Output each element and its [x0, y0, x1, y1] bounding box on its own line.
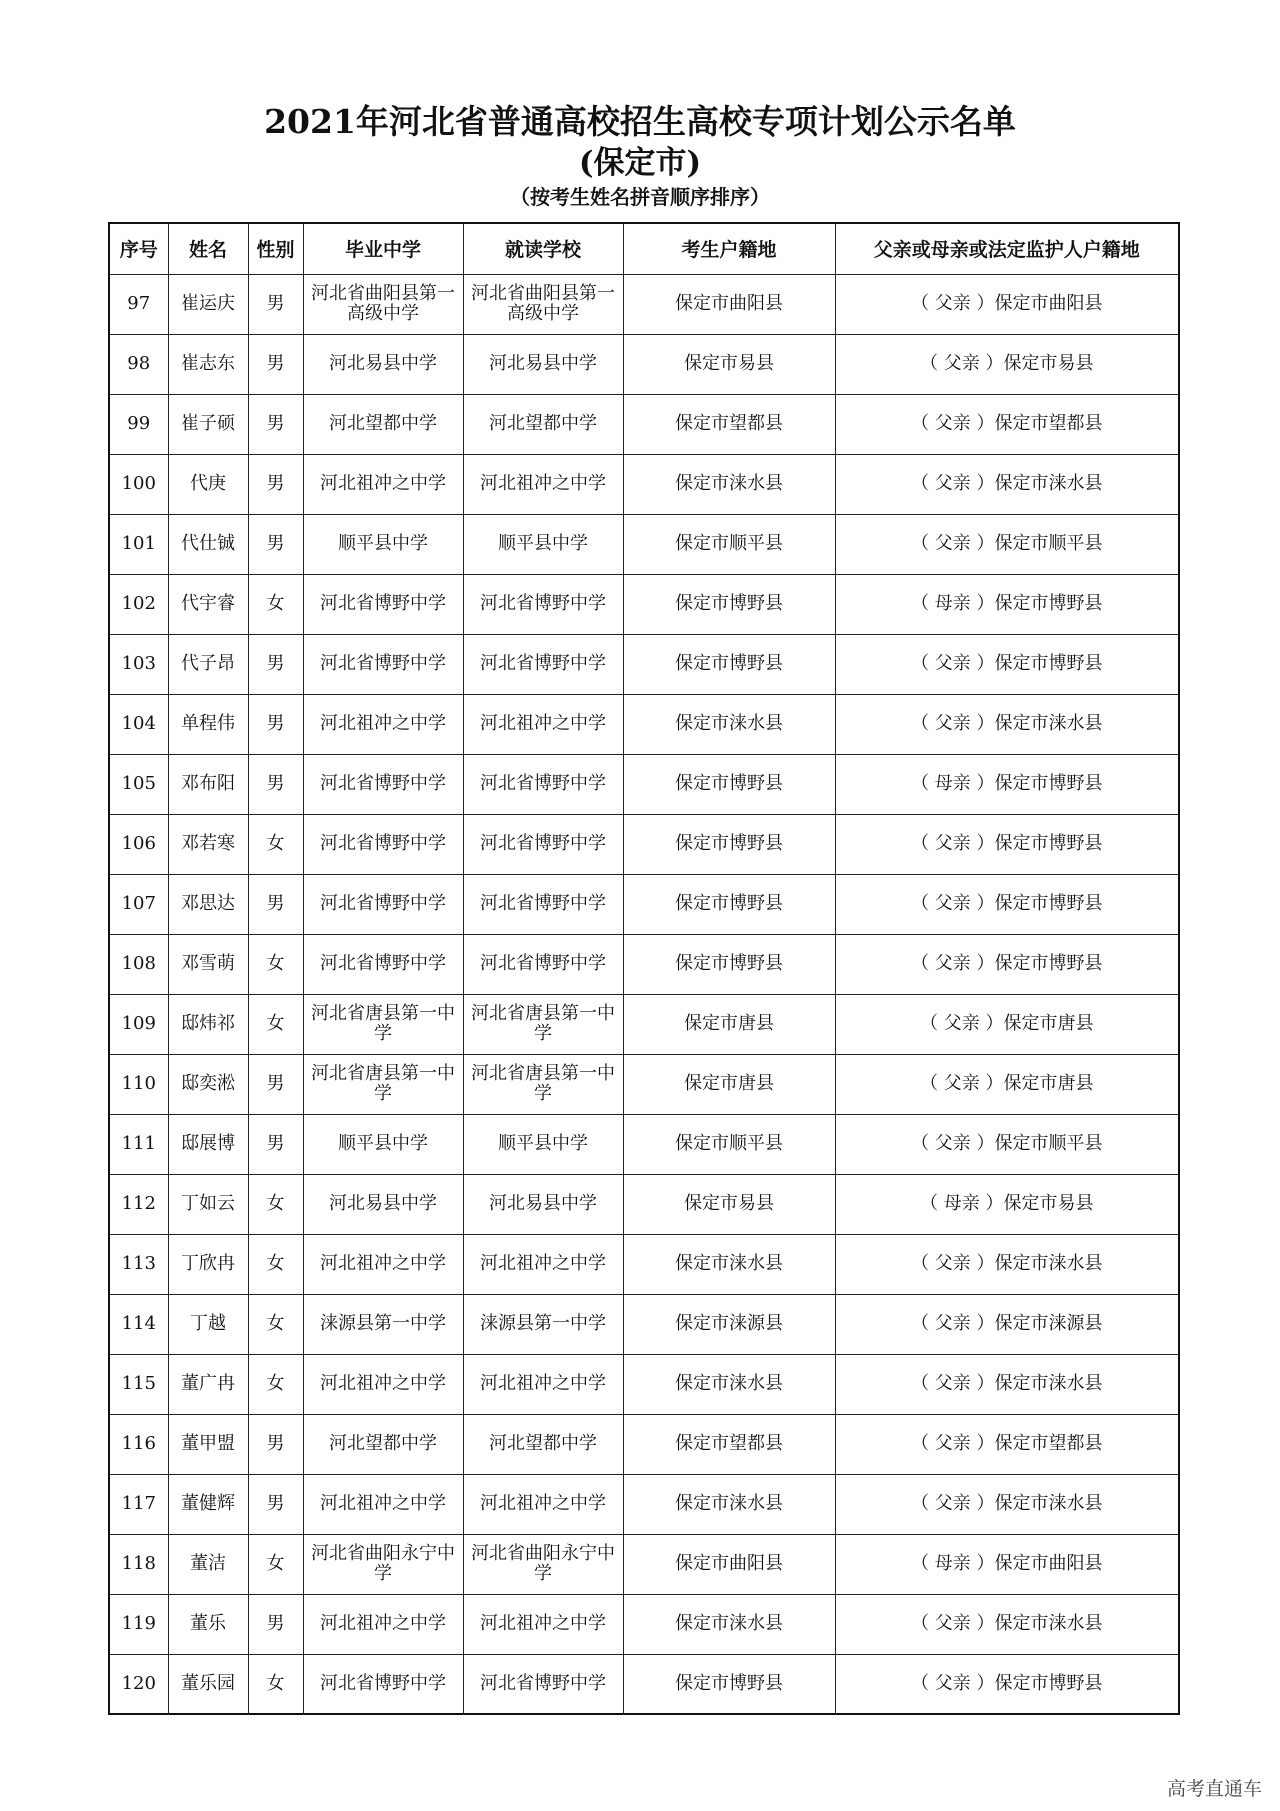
cell-graduation-school: 河北省博野中学 — [303, 874, 463, 934]
cell-graduation-school: 涞源县第一中学 — [303, 1294, 463, 1354]
cell-graduation-school: 河北望都中学 — [303, 394, 463, 454]
cell-gender: 男 — [248, 454, 303, 514]
cell-seq: 108 — [109, 934, 168, 994]
header-current-school: 就读学校 — [463, 223, 623, 274]
cell-name: 邓若寒 — [168, 814, 248, 874]
cell-guardian-household: （ 父亲 ）保定市唐县 — [835, 1054, 1179, 1114]
cell-guardian-household: （ 母亲 ）保定市曲阳县 — [835, 1534, 1179, 1594]
cell-name: 崔运庆 — [168, 274, 248, 334]
cell-graduation-school: 河北祖冲之中学 — [303, 694, 463, 754]
cell-guardian-household: （ 父亲 ）保定市顺平县 — [835, 1114, 1179, 1174]
table-row — [109, 874, 1179, 934]
cell-seq: 101 — [109, 514, 168, 574]
cell-name: 丁欣冉 — [168, 1234, 248, 1294]
sort-note: （按考生姓名拼音顺序排序） — [510, 185, 770, 209]
cell-seq: 118 — [109, 1534, 168, 1594]
cell-graduation-school: 河北易县中学 — [303, 1174, 463, 1234]
cell-guardian-household: （ 母亲 ）保定市博野县 — [835, 574, 1179, 634]
cell-student-household: 保定市博野县 — [623, 574, 835, 634]
cell-graduation-school: 河北祖冲之中学 — [303, 454, 463, 514]
cell-graduation-school: 河北省博野中学 — [303, 814, 463, 874]
cell-current-school: 河北省博野中学 — [463, 754, 623, 814]
header-graduation-school: 毕业中学 — [303, 223, 463, 274]
cell-name: 董乐园 — [168, 1654, 248, 1714]
cell-student-household: 保定市顺平县 — [623, 514, 835, 574]
cell-name: 丁如云 — [168, 1174, 248, 1234]
cell-graduation-school: 河北省博野中学 — [303, 574, 463, 634]
cell-student-household: 保定市涞水县 — [623, 1594, 835, 1654]
cell-current-school: 河北易县中学 — [463, 1174, 623, 1234]
cell-name: 邓思达 — [168, 874, 248, 934]
cell-graduation-school: 河北祖冲之中学 — [303, 1594, 463, 1654]
cell-student-household: 保定市顺平县 — [623, 1114, 835, 1174]
cell-student-household: 保定市博野县 — [623, 874, 835, 934]
cell-current-school: 河北祖冲之中学 — [463, 1474, 623, 1534]
cell-current-school: 河北省曲阳县第一高级中学 — [463, 274, 623, 334]
table-row — [109, 394, 1179, 454]
cell-name: 单程伟 — [168, 694, 248, 754]
cell-name: 邓雪萌 — [168, 934, 248, 994]
cell-student-household: 保定市唐县 — [623, 1054, 835, 1114]
table-row — [109, 334, 1179, 394]
cell-current-school: 河北祖冲之中学 — [463, 1234, 623, 1294]
cell-seq: 103 — [109, 634, 168, 694]
cell-current-school: 顺平县中学 — [463, 514, 623, 574]
cell-seq: 114 — [109, 1294, 168, 1354]
cell-gender: 女 — [248, 934, 303, 994]
table-row — [109, 814, 1179, 874]
cell-graduation-school: 河北祖冲之中学 — [303, 1354, 463, 1414]
page-title: 2021年河北省普通高校招生高校专项计划公示名单 — [264, 102, 1016, 141]
cell-graduation-school: 顺平县中学 — [303, 514, 463, 574]
cell-seq: 120 — [109, 1654, 168, 1714]
cell-graduation-school: 河北易县中学 — [303, 334, 463, 394]
cell-name: 邸展博 — [168, 1114, 248, 1174]
cell-current-school: 顺平县中学 — [463, 1114, 623, 1174]
cell-gender: 男 — [248, 514, 303, 574]
table-row — [109, 1354, 1179, 1414]
cell-guardian-household: （ 父亲 ）保定市涞水县 — [835, 694, 1179, 754]
cell-current-school: 河北省博野中学 — [463, 934, 623, 994]
table-row — [109, 994, 1179, 1054]
cell-guardian-household: （ 父亲 ）保定市涞水县 — [835, 454, 1179, 514]
cell-guardian-household: （ 父亲 ）保定市望都县 — [835, 1414, 1179, 1474]
cell-seq: 113 — [109, 1234, 168, 1294]
cell-graduation-school: 河北省唐县第一中学 — [303, 1054, 463, 1114]
cell-seq: 109 — [109, 994, 168, 1054]
cell-gender: 女 — [248, 1354, 303, 1414]
cell-guardian-household: （ 母亲 ）保定市易县 — [835, 1174, 1179, 1234]
cell-guardian-household: （ 母亲 ）保定市博野县 — [835, 754, 1179, 814]
cell-graduation-school: 河北祖冲之中学 — [303, 1234, 463, 1294]
table-row — [109, 694, 1179, 754]
cell-guardian-household: （ 父亲 ）保定市博野县 — [835, 634, 1179, 694]
cell-guardian-household: （ 父亲 ）保定市博野县 — [835, 874, 1179, 934]
cell-student-household: 保定市易县 — [623, 1174, 835, 1234]
cell-graduation-school: 河北省博野中学 — [303, 1654, 463, 1714]
table-row — [109, 1594, 1179, 1654]
cell-graduation-school: 河北省唐县第一中学 — [303, 994, 463, 1054]
cell-student-household: 保定市易县 — [623, 334, 835, 394]
table-row — [109, 1534, 1179, 1594]
table-body — [109, 274, 1179, 1714]
cell-current-school: 河北望都中学 — [463, 1414, 623, 1474]
cell-guardian-household: （ 父亲 ）保定市博野县 — [835, 1654, 1179, 1714]
table-row — [109, 754, 1179, 814]
cell-student-household: 保定市涞水县 — [623, 454, 835, 514]
cell-name: 代仕铖 — [168, 514, 248, 574]
table-row — [109, 1294, 1179, 1354]
header-student-household: 考生户籍地 — [623, 223, 835, 274]
cell-seq: 105 — [109, 754, 168, 814]
cell-name: 董甲盟 — [168, 1414, 248, 1474]
cell-graduation-school: 河北望都中学 — [303, 1414, 463, 1474]
cell-graduation-school: 河北省博野中学 — [303, 934, 463, 994]
cell-name: 代庚 — [168, 454, 248, 514]
cell-graduation-school: 河北省博野中学 — [303, 634, 463, 694]
cell-seq: 99 — [109, 394, 168, 454]
cell-guardian-household: （ 父亲 ）保定市望都县 — [835, 394, 1179, 454]
cell-gender: 女 — [248, 1534, 303, 1594]
cell-seq: 97 — [109, 274, 168, 334]
cell-student-household: 保定市唐县 — [623, 994, 835, 1054]
cell-current-school: 河北祖冲之中学 — [463, 454, 623, 514]
cell-name: 董乐 — [168, 1594, 248, 1654]
cell-guardian-household: （ 父亲 ）保定市涞源县 — [835, 1294, 1179, 1354]
cell-seq: 107 — [109, 874, 168, 934]
cell-gender: 女 — [248, 1294, 303, 1354]
cell-gender: 男 — [248, 1474, 303, 1534]
table-row — [109, 454, 1179, 514]
cell-name: 邸奕淞 — [168, 1054, 248, 1114]
cell-seq: 106 — [109, 814, 168, 874]
cell-guardian-household: （ 父亲 ）保定市涞水县 — [835, 1234, 1179, 1294]
cell-student-household: 保定市望都县 — [623, 394, 835, 454]
cell-name: 崔志东 — [168, 334, 248, 394]
cell-gender: 女 — [248, 574, 303, 634]
table-row — [109, 1174, 1179, 1234]
table-row — [109, 1054, 1179, 1114]
cell-gender: 男 — [248, 394, 303, 454]
table-row — [109, 1654, 1179, 1714]
cell-graduation-school: 河北省曲阳县第一高级中学 — [303, 274, 463, 334]
cell-student-household: 保定市望都县 — [623, 1414, 835, 1474]
cell-gender: 男 — [248, 334, 303, 394]
cell-student-household: 保定市博野县 — [623, 1654, 835, 1714]
cell-graduation-school: 河北省曲阳永宁中学 — [303, 1534, 463, 1594]
cell-guardian-household: （ 父亲 ）保定市唐县 — [835, 994, 1179, 1054]
cell-current-school: 河北易县中学 — [463, 334, 623, 394]
cell-gender: 男 — [248, 1054, 303, 1114]
cell-graduation-school: 河北祖冲之中学 — [303, 1474, 463, 1534]
cell-current-school: 河北省博野中学 — [463, 574, 623, 634]
cell-guardian-household: （ 父亲 ）保定市博野县 — [835, 814, 1179, 874]
cell-name: 丁越 — [168, 1294, 248, 1354]
cell-current-school: 河北省博野中学 — [463, 1654, 623, 1714]
cell-gender: 男 — [248, 1114, 303, 1174]
cell-student-household: 保定市涞水县 — [623, 1354, 835, 1414]
cell-student-household: 保定市博野县 — [623, 634, 835, 694]
cell-gender: 女 — [248, 814, 303, 874]
table-row — [109, 274, 1179, 334]
cell-gender: 女 — [248, 994, 303, 1054]
cell-graduation-school: 顺平县中学 — [303, 1114, 463, 1174]
cell-student-household: 保定市曲阳县 — [623, 1534, 835, 1594]
cell-gender: 女 — [248, 1174, 303, 1234]
table-row — [109, 514, 1179, 574]
cell-guardian-household: （ 父亲 ）保定市涞水县 — [835, 1594, 1179, 1654]
cell-seq: 112 — [109, 1174, 168, 1234]
cell-gender: 女 — [248, 1654, 303, 1714]
cell-gender: 女 — [248, 1234, 303, 1294]
cell-name: 崔子硕 — [168, 394, 248, 454]
cell-gender: 男 — [248, 754, 303, 814]
cell-seq: 117 — [109, 1474, 168, 1534]
cell-current-school: 河北省博野中学 — [463, 814, 623, 874]
table-row — [109, 1234, 1179, 1294]
cell-guardian-household: （ 父亲 ）保定市涞水县 — [835, 1474, 1179, 1534]
cell-seq: 116 — [109, 1414, 168, 1474]
cell-seq: 102 — [109, 574, 168, 634]
cell-seq: 115 — [109, 1354, 168, 1414]
cell-student-household: 保定市博野县 — [623, 814, 835, 874]
cell-current-school: 河北省博野中学 — [463, 874, 623, 934]
table-row — [109, 1474, 1179, 1534]
cell-student-household: 保定市涞水县 — [623, 1234, 835, 1294]
cell-guardian-household: （ 父亲 ）保定市顺平县 — [835, 514, 1179, 574]
cell-current-school: 河北省唐县第一中学 — [463, 1054, 623, 1114]
cell-name: 董广冉 — [168, 1354, 248, 1414]
cell-seq: 100 — [109, 454, 168, 514]
roster-table — [108, 222, 1180, 1715]
cell-student-household: 保定市曲阳县 — [623, 274, 835, 334]
header-seq: 序号 — [109, 223, 168, 274]
cell-student-household: 保定市博野县 — [623, 934, 835, 994]
table-row — [109, 934, 1179, 994]
cell-guardian-household: （ 父亲 ）保定市博野县 — [835, 934, 1179, 994]
cell-name: 邸炜祁 — [168, 994, 248, 1054]
table-header-row — [109, 223, 1179, 274]
table-row — [109, 634, 1179, 694]
cell-name: 董健辉 — [168, 1474, 248, 1534]
cell-student-household: 保定市涞源县 — [623, 1294, 835, 1354]
cell-gender: 男 — [248, 1414, 303, 1474]
cell-current-school: 河北祖冲之中学 — [463, 694, 623, 754]
table-row — [109, 1114, 1179, 1174]
cell-seq: 119 — [109, 1594, 168, 1654]
cell-seq: 98 — [109, 334, 168, 394]
cell-seq: 111 — [109, 1114, 168, 1174]
cell-seq: 104 — [109, 694, 168, 754]
cell-seq: 110 — [109, 1054, 168, 1114]
cell-name: 代宇睿 — [168, 574, 248, 634]
cell-current-school: 河北祖冲之中学 — [463, 1594, 623, 1654]
cell-gender: 男 — [248, 1594, 303, 1654]
cell-current-school: 涞源县第一中学 — [463, 1294, 623, 1354]
cell-current-school: 河北省博野中学 — [463, 634, 623, 694]
cell-gender: 男 — [248, 274, 303, 334]
cell-guardian-household: （ 父亲 ）保定市易县 — [835, 334, 1179, 394]
header-name: 姓名 — [168, 223, 248, 274]
cell-gender: 男 — [248, 634, 303, 694]
cell-name: 代子昂 — [168, 634, 248, 694]
cell-gender: 男 — [248, 874, 303, 934]
header-guardian-household: 父亲或母亲或法定监护人户籍地 — [835, 223, 1179, 274]
header-gender: 性别 — [248, 223, 303, 274]
cell-current-school: 河北祖冲之中学 — [463, 1354, 623, 1414]
cell-name: 邓布阳 — [168, 754, 248, 814]
cell-guardian-household: （ 父亲 ）保定市曲阳县 — [835, 274, 1179, 334]
table-row — [109, 574, 1179, 634]
cell-gender: 男 — [248, 694, 303, 754]
cell-name: 董洁 — [168, 1534, 248, 1594]
page-subtitle: (保定市) — [578, 145, 702, 181]
cell-student-household: 保定市涞水县 — [623, 1474, 835, 1534]
cell-student-household: 保定市博野县 — [623, 754, 835, 814]
cell-guardian-household: （ 父亲 ）保定市涞水县 — [835, 1354, 1179, 1414]
cell-student-household: 保定市涞水县 — [623, 694, 835, 754]
table-row — [109, 1414, 1179, 1474]
cell-current-school: 河北望都中学 — [463, 394, 623, 454]
cell-current-school: 河北省曲阳永宁中学 — [463, 1534, 623, 1594]
cell-graduation-school: 河北省博野中学 — [303, 754, 463, 814]
cell-current-school: 河北省唐县第一中学 — [463, 994, 623, 1054]
watermark-text: 高考直通车 — [1166, 1778, 1262, 1800]
